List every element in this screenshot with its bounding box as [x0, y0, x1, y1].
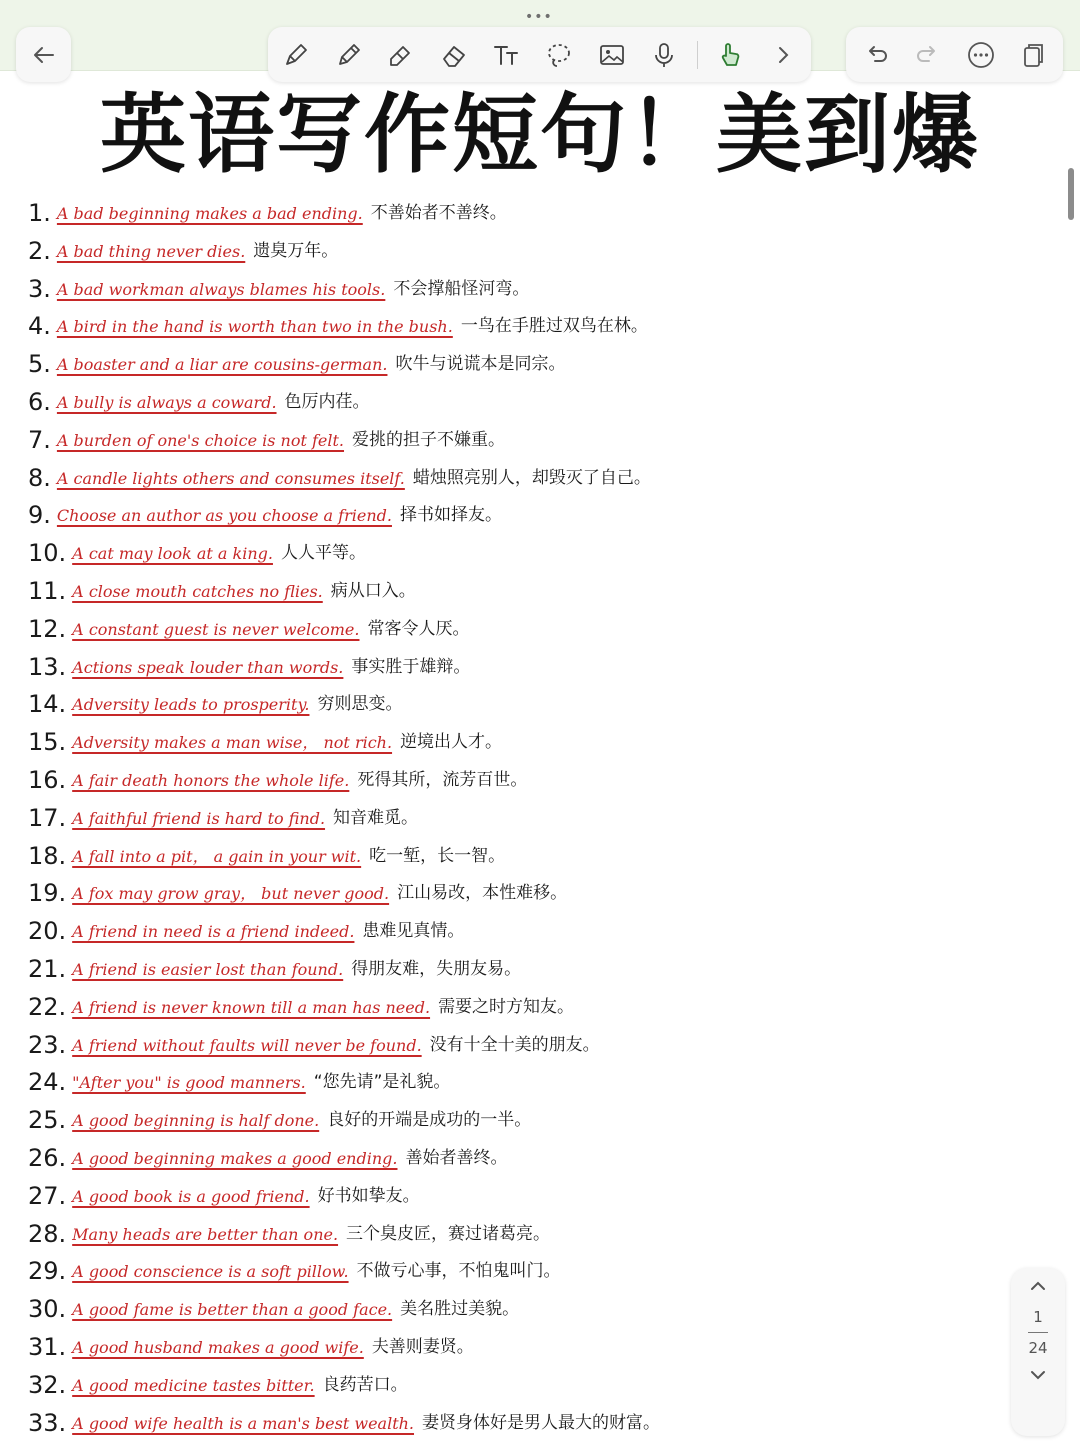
english-phrase: A burden of one's choice is not felt. [57, 422, 344, 460]
english-phrase: A bad beginning makes a bad ending. [57, 195, 363, 233]
item-number: 19. [28, 875, 66, 913]
chinese-translation: 逆境出人才。 [400, 724, 502, 762]
chinese-translation: 穷则思变。 [317, 686, 402, 724]
item-number: 4. [28, 308, 51, 346]
english-phrase: A fall into a pit， a gain in your wit. [72, 838, 361, 876]
chinese-translation: 三个臭皮匠，赛过诸葛亮。 [346, 1216, 550, 1254]
chinese-translation: 遗臭万年。 [253, 233, 338, 271]
list-item [28, 875, 1068, 913]
english-phrase: A close mouth catches no flies. [72, 573, 323, 611]
english-phrase: A good husband makes a good wife. [72, 1329, 364, 1367]
list-item [28, 913, 1068, 951]
phrase-list [28, 195, 1068, 1442]
english-phrase: A friend in need is a friend indeed. [72, 913, 354, 951]
touch-gesture-icon[interactable] [710, 35, 750, 75]
list-item [28, 460, 1068, 498]
english-phrase: A good book is a good friend. [72, 1178, 309, 1216]
item-number: 26. [28, 1140, 66, 1178]
english-phrase: Choose an author as you choose a friend. [57, 497, 392, 535]
item-number: 8. [28, 460, 51, 498]
list-item [28, 195, 1068, 233]
page-title: 英语写作短句！美到爆 [0, 80, 1080, 190]
image-icon[interactable] [592, 35, 632, 75]
page-divider [1028, 1332, 1048, 1333]
chinese-translation: 妻贤身体好是男人最大的财富。 [422, 1405, 660, 1442]
list-item [28, 271, 1068, 309]
item-number: 32. [28, 1367, 66, 1405]
list-item [28, 611, 1068, 649]
chinese-translation: 需要之时方知友。 [438, 989, 574, 1027]
list-item [28, 1102, 1068, 1140]
english-phrase: A good fame is better than a good face. [72, 1291, 392, 1329]
document-actions [846, 27, 1063, 82]
item-number: 14. [28, 686, 66, 724]
scrollbar[interactable] [1068, 168, 1074, 220]
english-phrase: A bad workman always blames his tools. [57, 271, 385, 309]
list-item [28, 951, 1068, 989]
english-phrase: A faithful friend is hard to find. [72, 800, 325, 838]
lasso-icon[interactable] [539, 35, 579, 75]
item-number: 17. [28, 800, 66, 838]
pencil-icon[interactable] [329, 35, 369, 75]
item-number: 30. [28, 1291, 66, 1329]
chinese-translation: 吹牛与说谎本是同宗。 [395, 346, 565, 384]
chevron-right-icon[interactable] [763, 35, 803, 75]
item-number: 27. [28, 1178, 66, 1216]
chevron-down-icon [1028, 1365, 1048, 1389]
english-phrase: A good medicine tastes bitter. [72, 1367, 314, 1405]
english-phrase: A friend without faults will never be found. [72, 1027, 421, 1065]
item-number: 5. [28, 346, 51, 384]
back-button[interactable] [16, 27, 71, 82]
item-number: 9. [28, 497, 51, 535]
list-item [28, 384, 1068, 422]
list-item [28, 1140, 1068, 1178]
item-number: 15. [28, 724, 66, 762]
english-phrase: A cat may look at a king. [72, 535, 273, 573]
english-phrase: A good beginning is half done. [72, 1102, 319, 1140]
total-page-count: 24 [1011, 1339, 1065, 1357]
list-item [28, 1367, 1068, 1405]
chinese-translation: 良药苦口。 [323, 1367, 408, 1405]
page-down-button[interactable] [1011, 1357, 1065, 1397]
list-item [28, 573, 1068, 611]
pen-icon[interactable] [276, 35, 316, 75]
list-item [28, 686, 1068, 724]
item-number: 7. [28, 422, 51, 460]
list-item [28, 346, 1068, 384]
english-phrase: A fair death honors the whole life. [72, 762, 349, 800]
item-number: 21. [28, 951, 66, 989]
page-up-button[interactable] [1011, 1268, 1065, 1308]
english-phrase: A bad thing never dies. [57, 233, 245, 271]
english-phrase: Actions speak louder than words. [72, 649, 343, 687]
list-item [28, 497, 1068, 535]
chinese-translation: 良好的开端是成功的一半。 [327, 1102, 531, 1140]
list-item [28, 649, 1068, 687]
item-number: 11. [28, 573, 66, 611]
drawing-tools [268, 27, 811, 82]
english-phrase: A good conscience is a soft pillow. [72, 1253, 348, 1291]
chinese-translation: 死得其所，流芳百世。 [357, 762, 527, 800]
chinese-translation: “您先请”是礼貌。 [314, 1064, 451, 1102]
list-item [28, 535, 1068, 573]
english-phrase: A good beginning makes a good ending. [72, 1140, 397, 1178]
more-icon[interactable] [961, 35, 1001, 75]
item-number: 2. [28, 233, 51, 271]
chinese-translation: 人人平等。 [281, 535, 366, 573]
window-grip[interactable]: ••• [525, 9, 553, 25]
chinese-translation: 知音难觅。 [333, 800, 418, 838]
item-number: 12. [28, 611, 66, 649]
arrow-left-icon [24, 35, 64, 75]
item-number: 33. [28, 1405, 66, 1442]
chinese-translation: 一鸟在手胜过双鸟在林。 [461, 308, 648, 346]
english-phrase: Adversity leads to prosperity. [72, 686, 309, 724]
microphone-icon[interactable] [644, 35, 684, 75]
item-number: 20. [28, 913, 66, 951]
toolbar-separator [697, 41, 698, 69]
item-number: 24. [28, 1064, 66, 1102]
list-item [28, 1329, 1068, 1367]
english-phrase: "After you" is good manners. [72, 1064, 306, 1102]
list-item [28, 724, 1068, 762]
english-phrase: Many heads are better than one. [72, 1216, 338, 1254]
chinese-translation: 事实胜于雄辩。 [351, 649, 470, 687]
list-item [28, 233, 1068, 271]
chinese-translation: 江山易改，本性难移。 [397, 875, 567, 913]
item-number: 13. [28, 649, 66, 687]
chinese-translation: 择书如择友。 [400, 497, 502, 535]
list-item [28, 800, 1068, 838]
pages-icon[interactable] [1013, 35, 1053, 75]
list-item [28, 308, 1068, 346]
chinese-translation: 不做亏心事，不怕鬼叫门。 [357, 1253, 561, 1291]
list-item [28, 1405, 1068, 1442]
eraser-icon[interactable] [434, 35, 474, 75]
list-item [28, 838, 1068, 876]
list-item [28, 1291, 1068, 1329]
undo-icon[interactable] [856, 35, 896, 75]
english-phrase: Adversity makes a man wise， not rich. [72, 724, 392, 762]
list-item [28, 1064, 1068, 1102]
list-item [28, 989, 1068, 1027]
chinese-translation: 吃一堑，长一智。 [369, 838, 505, 876]
chinese-translation: 患难见真情。 [362, 913, 464, 951]
list-item [28, 1216, 1068, 1254]
chinese-translation: 美名胜过美貌。 [400, 1291, 519, 1329]
english-phrase: A friend is never known till a man has need. [72, 989, 430, 1027]
chinese-translation: 常客令人厌。 [367, 611, 469, 649]
chinese-translation: 善始者善终。 [405, 1140, 507, 1178]
english-phrase: A fox may grow gray， but never good. [72, 875, 389, 913]
english-phrase: A friend is easier lost than found. [72, 951, 343, 989]
chinese-translation: 好书如挚友。 [318, 1178, 420, 1216]
list-item [28, 1178, 1068, 1216]
english-phrase: A candle lights others and consumes itself. [57, 460, 405, 498]
english-phrase: A bully is always a coward. [57, 384, 277, 422]
item-number: 22. [28, 989, 66, 1027]
chinese-translation: 爱挑的担子不嫌重。 [352, 422, 505, 460]
chinese-translation: 不会撑船怪河弯。 [393, 271, 529, 309]
redo-icon[interactable] [908, 35, 948, 75]
item-number: 29. [28, 1253, 66, 1291]
chinese-translation: 病从口入。 [331, 573, 416, 611]
item-number: 16. [28, 762, 66, 800]
chinese-translation: 没有十全十美的朋友。 [430, 1027, 600, 1065]
item-number: 3. [28, 271, 51, 309]
english-phrase: A good wife health is a man's best wealth. [72, 1405, 414, 1442]
english-phrase: A bird in the hand is worth than two in the bush. [57, 308, 453, 346]
chinese-translation: 夫善则妻贤。 [372, 1329, 474, 1367]
list-item [28, 422, 1068, 460]
english-phrase: A boaster and a liar are cousins-german. [57, 346, 388, 384]
current-page-number: 1 [1011, 1308, 1065, 1326]
item-number: 31. [28, 1329, 66, 1367]
chinese-translation: 得朋友难，失朋友易。 [351, 951, 521, 989]
list-item [28, 762, 1068, 800]
item-number: 25. [28, 1102, 66, 1140]
chinese-translation: 蜡烛照亮别人，却毁灭了自己。 [413, 460, 651, 498]
list-item [28, 1253, 1068, 1291]
english-phrase: A constant guest is never welcome. [72, 611, 359, 649]
list-item [28, 1027, 1068, 1065]
highlighter-icon[interactable] [381, 35, 421, 75]
chevron-up-icon [1028, 1276, 1048, 1300]
item-number: 10. [28, 535, 66, 573]
chinese-translation: 色厉内荏。 [285, 384, 370, 422]
chinese-translation: 不善始者不善终。 [371, 195, 507, 233]
item-number: 6. [28, 384, 51, 422]
item-number: 23. [28, 1027, 66, 1065]
item-number: 1. [28, 195, 51, 233]
page-navigator [1011, 1268, 1065, 1436]
item-number: 18. [28, 838, 66, 876]
top-toolbar [0, 0, 1080, 71]
item-number: 28. [28, 1216, 66, 1254]
text-tool-icon[interactable] [486, 35, 526, 75]
